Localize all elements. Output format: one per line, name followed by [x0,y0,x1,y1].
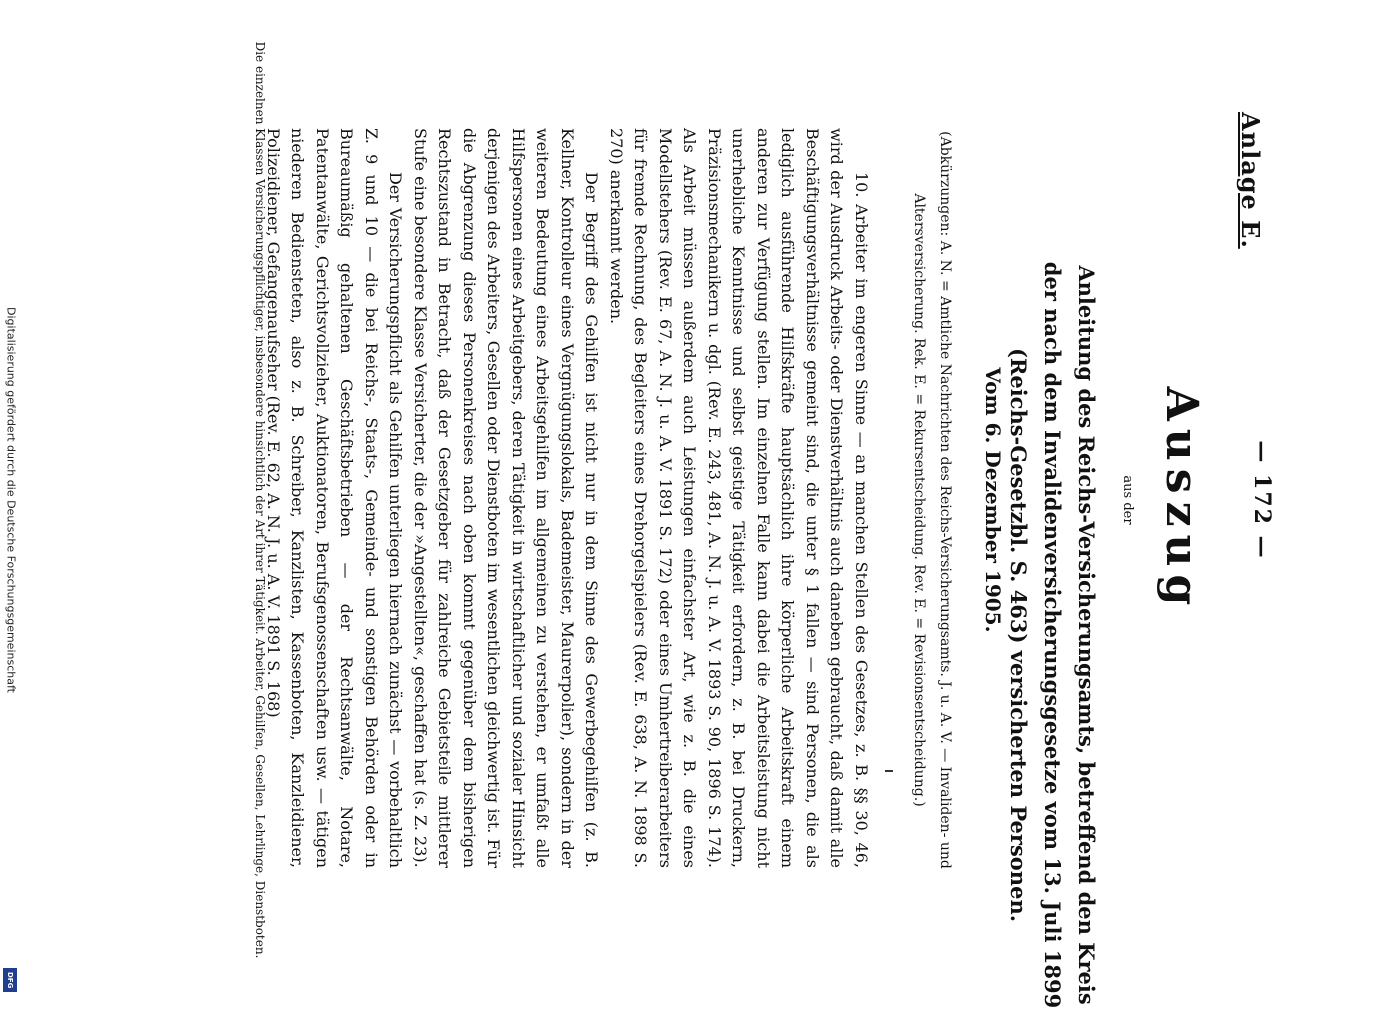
date-line: Vom 6. Dezember 1905. [981,367,1005,633]
dfg-logo-icon: DFG [3,968,17,992]
paragraph: Der Versicherungspflicht als Gehilfen unterliegen hiernach zunächst — vorbehaltlich Z. 9 und 10 — die bei Reichs-, Staats-, Gemeinde- und sonstigen Behörden oder in Bureaumäßig gehaltenen Geschäftsbetrieben — der Rechtsanwälte, Notare, Patentanwälte, Gerichtsvollzieher, Auktionatoren, Berufsgenossenschaften usw. — tätigen niederen Bediensteten, also z. B. Schreiber, Kanzlisten, Kassenboten, Kanzleidiener, Polizeidiener, Gefangenaufseher (Rev. E. 62, A. N. J. u. A. V. 1891 S. 168) [264,128,406,868]
page-number: — 172 — [1249,440,1275,560]
document-title: Anleitung des Reichs-Versicherungsamts, betreffend den Kreis der nach dem Invalidenversicherungsgesetze vom 13. Juli 1899 (Reichs-Gesetzbl. S. 463) versicherten Personen. [1006,261,1099,1009]
appendix-label: Anlage E. [1236,112,1265,249]
footer-text: Digitalisierung gefördert durch die Deutsche Forschungsgemeinschaft [4,307,18,693]
page-title: Auszug [1156,386,1207,614]
scan-mark [885,770,893,772]
abbreviations: (Abkürzungen: A. N. = Amtliche Nachrichten des Reichs-Versicherungsamts. J. u. A. V. — Invaliden- und Altersversicherung. Rek. E. = Rekursentscheidung. Rev. E. = Revisionsentscheidung.) [911,131,953,869]
body-text [261,128,874,868]
subheading: aus der [1120,475,1135,525]
paragraph: Der Begriff des Gehilfen ist nicht nur in dem Sinne des Gewerbegehilfen (z. B. Kellner, Kontrolleur eines Vergnügungslokals, Bademeister, Maurerpolier), sondern in der weiteren Bedeutung eines Arbeitsgehilfen im allgemeinen zu verstehen, er umfaßt alle Hilfspersonen eines Arbeitgebers, deren Tätigkeit in wirtschaftlicher und sozialer Hinsicht derjenigen des Arbeiters, Gesellen oder Dienstboten im wesentlichen gleichwertig ist. Für die Abgrenzung dieses Personenkreises nach oben kommt gegenüber dem bisherigen Rechtszustand in Betracht, daß der Gesetzgeber für zahlreiche Gebietsteile mittlerer Stufe eine besondere Klasse Versicherter, die der »Angestellten«, geschaffen hat (s. Z. 23). [411,128,602,868]
digitization-footer [0,0,22,1000]
marginal-note: Die einzelnen Klassen Versicherungspflichtiger, insbesondere hinsichtlich der Art ihrer Tätigkeit. Arbeiter, Gehilfen, Gesellen, Lehrlinge, Dienstboten. [253,41,267,959]
paragraph: 10. Arbeiter im engeren Sinne — an manchen Stellen des Gesetzes, z. B. §§ 30, 46, wird der Ausdruck Arbeits- oder Dienstverhältnis auch daneben gebraucht, daß damit alle Beschäftigungsverhältnisse gemeint sind, die unter § 1 fallen — sind Personen, die als lediglich ausführende Hilfskräfte hauptsächlich ihre körperliche Arbeitskraft einem anderen zur Verfügung stellen. Im einzelnen Falle kann dabei die Arbeitsleistung nicht unerhebliche Kenntnisse und selbst geistige Tätigkeit erfordern, z. B. bei Druckern, Präzisionsmechanikern u. dgl. (Rev. E. 243, 481, A. N. J. u. A. V. 1893 S. 90, 1896 S. 174). Als Arbeit müssen außerdem auch Leistungen einfachster Art, wie z. B. die eines Modellstehers (Rev. E. 67, A. N. J. u. A. V. 1891 S. 172) oder eines Umhertreiberarbeiters für fremde Rechnung, des Begleiters eines Drehorgelspielers (Rev. E. 638, A. N. 1898 S. 270) anerkannt werden. [607,128,871,868]
